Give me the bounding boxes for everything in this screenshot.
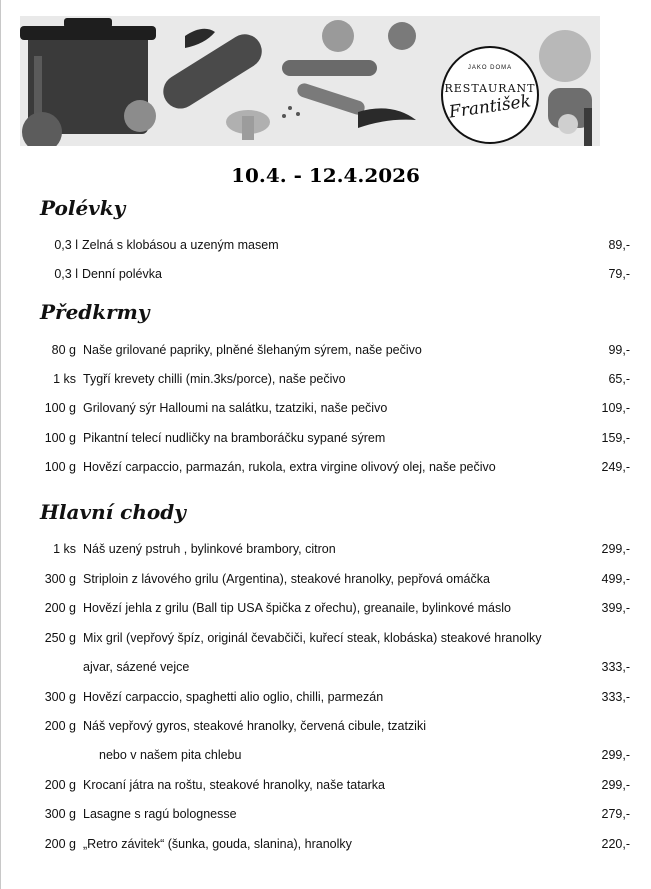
item-price: 499,-	[601, 572, 630, 586]
item-quantity: 200 g	[44, 778, 76, 792]
item-price: 159,-	[601, 431, 630, 445]
header-banner	[20, 16, 600, 146]
menu-item	[0, 837, 651, 857]
item-price: 279,-	[601, 807, 630, 821]
menu-item	[0, 343, 651, 363]
menu-item-continuation	[0, 660, 651, 680]
menu-item	[0, 719, 651, 739]
item-price: 333,-	[601, 660, 630, 674]
item-quantity: 0,3 l	[54, 267, 78, 281]
item-name: Zelná s klobásou a uzeným masem	[82, 238, 279, 252]
logo-tagline: JAKO DOMA	[467, 65, 513, 71]
item-name: Krocaní játra na roštu, steakové hranolky, naše tatarka	[83, 778, 386, 792]
item-price: 109,-	[601, 401, 630, 415]
menu-item	[0, 542, 651, 562]
item-name: Pikantní telecí nudličky na bramboráčku sypané sýrem	[83, 431, 386, 445]
item-quantity: 1 ks	[53, 372, 76, 386]
menu-item	[0, 778, 651, 798]
item-quantity: 300 g	[44, 690, 76, 704]
menu-item	[0, 267, 651, 287]
menu-date-range: 10.4. - 12.4.2026	[231, 165, 420, 187]
item-price: 89,-	[608, 238, 630, 252]
item-quantity: 200 g	[44, 601, 76, 615]
item-quantity: 100 g	[44, 431, 76, 445]
item-quantity: 0,3 l	[54, 238, 78, 252]
item-name: Naše grilované papriky, plněné šlehaným sýrem, naše pečivo	[83, 343, 422, 357]
item-name: Denní polévka	[82, 267, 162, 281]
item-quantity: 200 g	[44, 837, 76, 851]
item-name: Lasagne s ragú bolognesse	[83, 807, 237, 821]
item-price: 65,-	[608, 372, 630, 386]
logo-script-name: František	[447, 91, 533, 123]
menu-item	[0, 431, 651, 451]
item-name: Hovězí jehla z grilu (Ball tip USA špička z ořechu), greanaile, bylinkové máslo	[83, 601, 511, 615]
item-price: 99,-	[608, 343, 630, 357]
item-name: „Retro závitek“ (šunka, gouda, slanina), hranolky	[83, 837, 352, 851]
item-price: 249,-	[601, 460, 630, 474]
item-name-continuation: nebo v našem pita chlebu	[99, 748, 242, 762]
item-name: Náš vepřový gyros, steakové hranolky, červená cibule, tzatziki	[83, 719, 426, 733]
menu-item	[0, 401, 651, 421]
menu-item	[0, 601, 651, 621]
menu-item	[0, 572, 651, 592]
item-name: Grilovaný sýr Halloumi na salátku, tzatziki, naše pečivo	[83, 401, 388, 415]
item-quantity: 250 g	[44, 631, 76, 645]
item-name-continuation: ajvar, sázené vejce	[83, 660, 190, 674]
item-name: Striploin z lávového grilu (Argentina), steakové hranolky, pepřová omáčka	[83, 572, 490, 586]
item-price: 299,-	[601, 778, 630, 792]
item-quantity: 300 g	[44, 572, 76, 586]
item-price: 220,-	[601, 837, 630, 851]
item-price: 299,-	[601, 748, 630, 762]
item-price: 399,-	[601, 601, 630, 615]
item-price: 79,-	[608, 267, 630, 281]
item-name: Hovězí carpaccio, spaghetti alio oglio, chilli, parmezán	[83, 690, 384, 704]
item-quantity: 80 g	[51, 343, 76, 357]
item-price: 333,-	[601, 690, 630, 704]
menu-item	[0, 460, 651, 480]
menu-item	[0, 631, 651, 651]
menu-item	[0, 372, 651, 392]
item-quantity: 300 g	[44, 807, 76, 821]
item-quantity: 1 ks	[53, 542, 76, 556]
section-title-soups: Polévky	[40, 196, 126, 220]
restaurant-logo	[441, 46, 539, 144]
item-name: Tygří krevety chilli (min.3ks/porce), naše pečivo	[83, 372, 346, 386]
item-name: Mix gril (vepřový špíz, originál čevabčiči, kuřecí steak, klobáska) steakové hranolky	[83, 631, 542, 645]
section-title-main-courses: Hlavní chody	[40, 500, 186, 524]
item-quantity: 200 g	[44, 719, 76, 733]
menu-item-continuation	[0, 748, 651, 768]
logo-restaurant-word: RESTAURANT	[444, 82, 536, 95]
item-quantity: 100 g	[44, 401, 76, 415]
item-price: 299,-	[601, 542, 630, 556]
menu-item	[0, 238, 651, 258]
item-name: Náš uzený pstruh , bylinkové brambory, citron	[83, 542, 336, 556]
item-name: Hovězí carpaccio, parmazán, rukola, extra virgine olivový olej, naše pečivo	[83, 460, 496, 474]
menu-item	[0, 807, 651, 827]
menu-item	[0, 690, 651, 710]
item-quantity: 100 g	[44, 460, 76, 474]
section-title-starters: Předkrmy	[40, 300, 150, 324]
